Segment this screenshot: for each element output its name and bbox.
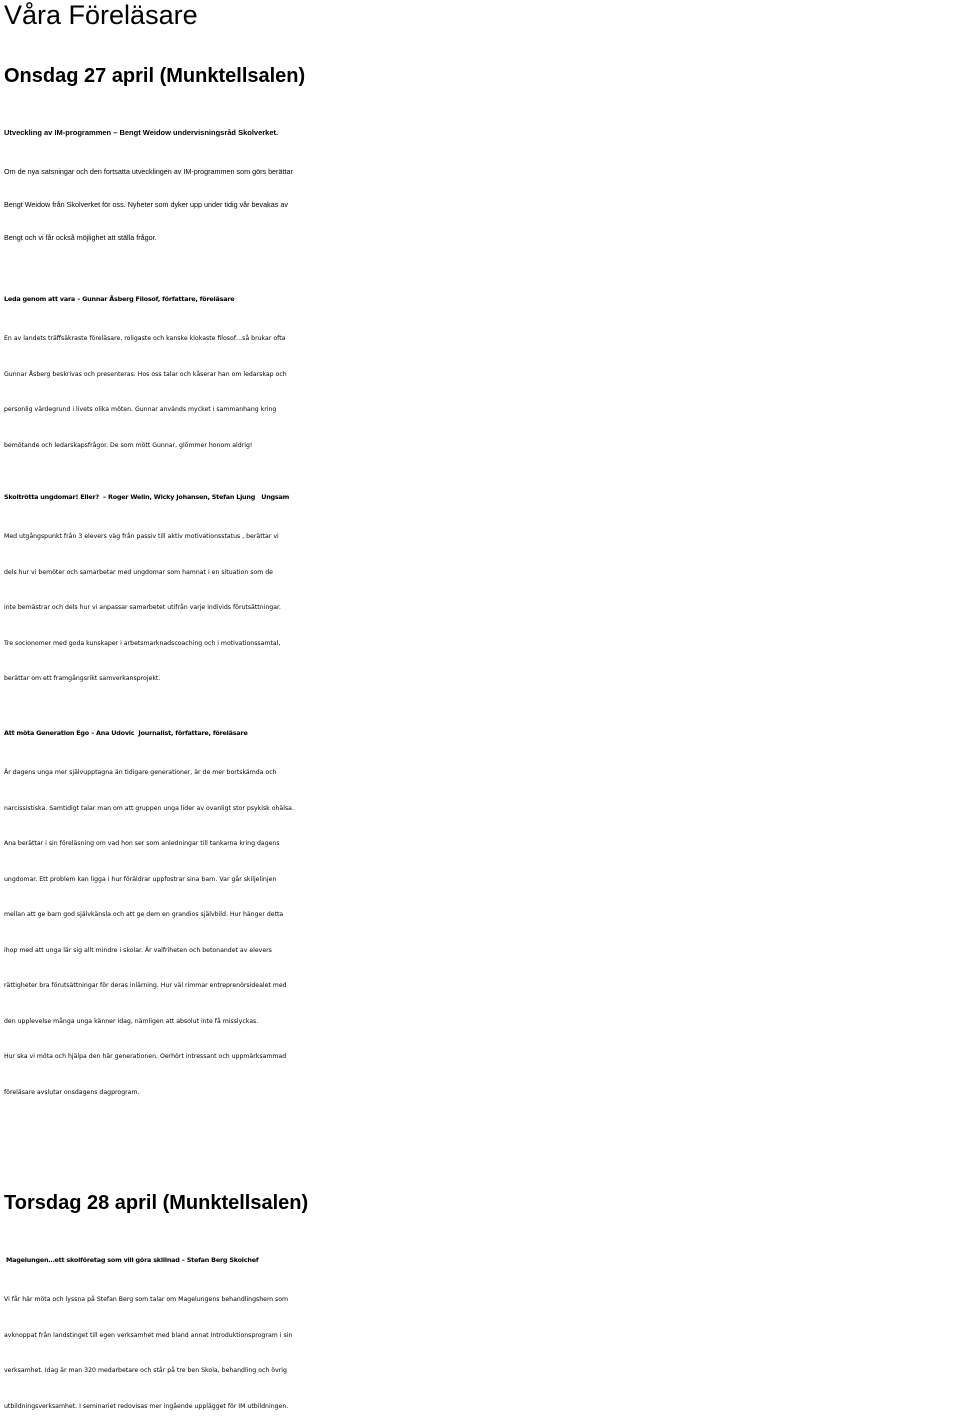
description-line: rättigheter bra förutsättningar för deras inlärning. Hur väl rimmar entreprenörsidealet med: [4, 968, 958, 1004]
lecture-description: [4, 519, 958, 697]
lecture-section-weidow: [4, 120, 958, 254]
description-line: avknoppat från landstinget till egen verksamhet med bland annat Introduktionsprogram i sin: [4, 1318, 958, 1354]
description-line: föreläsare avslutar onsdagens dagprogram.: [4, 1075, 958, 1111]
description-line: personlig värdegrund i livets olika möten. Gunnar används mycket i sammanhang kring: [4, 392, 958, 428]
description-line: den upplevelse många unga känner idag, nämligen att absolut inte få misslyckas.: [4, 1004, 958, 1040]
description-line: En av landets träffsäkraste föreläsare, roligaste och kanske klokaste filosof…så brukar ofta: [4, 321, 958, 357]
lecture-heading: Att möta Generation Ego – Ana Udovic Journalist, författare, föreläsare: [4, 720, 958, 746]
description-line: Hur ska vi möta och hjälpa den här generationen. Oerhört intressant och uppmärksammad: [4, 1039, 958, 1075]
description-line: Är dagens unga mer självupptagna än tidigare generationer, är de mer bortskämda och: [4, 755, 958, 791]
lecture-section-udovic: [4, 720, 958, 1110]
lecture-heading: Magelungen…ett skolföretag som vill göra skillnad – Stefan Berg Skolchef: [4, 1247, 958, 1273]
description-line: Om de nya satsningar och den fortsatta utvecklingen av IM-programmen som görs berättar: [4, 155, 958, 188]
lecture-description: [4, 755, 958, 1110]
description-line: Gunnar Åsberg beskrivas och presenteras. Hos oss talar och kåserar han om ledarskap och: [4, 357, 958, 393]
lecture-heading: Leda genom att vara – Gunnar Åsberg Filosof, författare, föreläsare: [4, 286, 958, 312]
lecture-section-ungsam: [4, 484, 958, 697]
description-line: Med utgångspunkt från 3 elevers väg från passiv till aktiv motivationsstatus , berättar vi: [4, 519, 958, 555]
lecture-description: [4, 155, 958, 254]
description-line: utbildningsverksamhet. I seminariet redovisas mer ingående upplägget för IM utbildningen.: [4, 1389, 958, 1424]
lecture-heading: Utveckling av IM-programmen – Bengt Weidow undervisningsråd Skolverket.: [4, 120, 958, 146]
description-line: dels hur vi bemöter och samarbetar med ungdomar som hamnat i en situation som de: [4, 555, 958, 591]
lecture-description: [4, 1282, 958, 1424]
description-line: mellan att ge barn god självkänsla och att ge dem en grandios självbild. Hur hänger detta: [4, 897, 958, 933]
description-line: Vi får här möta och lyssna på Stefan Berg som talar om Magelungens behandlingshem som: [4, 1282, 958, 1318]
day-heading-wednesday: Onsdag 27 april (Munktellsalen): [4, 63, 305, 89]
description-line: Ana berättar i sin föreläsning om vad hon ser som anledningar till tankarna kring dagens: [4, 826, 958, 862]
description-line: Tre socionomer med goda kunskaper i arbetsmarknadscoaching och i motivationssamtal,: [4, 626, 958, 662]
description-line: Bengt och vi får också möjlighet att ställa frågor.: [4, 221, 958, 254]
lecture-heading: Skoltrötta ungdomar! Eller? – Roger Welin, Wicky Johansen, Stefan Ljung Ungsam: [4, 484, 958, 510]
description-line: verksamhet. Idag är man 320 medarbetare och står på tre ben Skola, behandling och övrig: [4, 1353, 958, 1389]
description-line: narcissistiska. Samtidigt talar man om att gruppen unga lider av ovanligt stor psykisk ohälsa.: [4, 791, 958, 827]
description-line: berättar om ett framgångsrikt samverkansprojekt.: [4, 661, 958, 697]
description-line: inte bemästrar och dels hur vi anpassar samarbetet utifrån varje individs förutsättningar.: [4, 590, 958, 626]
page-title: Våra Föreläsare: [4, 0, 198, 30]
description-line: ungdomar. Ett problem kan ligga i hur föräldrar uppfostrar sina barn. Var går skiljelinjen: [4, 862, 958, 898]
description-line: bemötande och ledarskapsfrågor. De som mött Gunnar, glömmer honom aldrig!: [4, 428, 958, 464]
description-line: Bengt Weidow från Skolverket för oss. Nyheter som dyker upp under tidig vår bevakas av: [4, 188, 958, 221]
lecture-description: [4, 321, 958, 463]
lecture-section-berg: [4, 1247, 958, 1424]
description-line: ihop med att unga lär sig allt mindre i skolar. Är valfriheten och betonandet av elevers: [4, 933, 958, 969]
lecture-section-asberg: [4, 286, 958, 463]
day-heading-thursday: Torsdag 28 april (Munktellsalen): [4, 1190, 308, 1216]
